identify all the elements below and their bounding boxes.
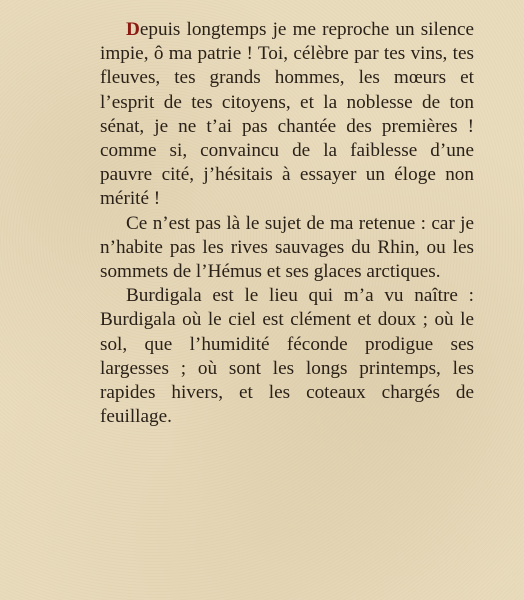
paragraph-2: Ce n’est pas là le sujet de ma retenue : car je n’habite pas les rives sauvages du Rhin, ou les sommets de l’Hémus et ses glaces arctiques.	[100, 212, 474, 283]
paragraph-1-text: epuis longtemps je me reproche un silence impie, ô ma patrie ! Toi, célèbre par tes vins, tes fleuves, tes grands hommes, les mœurs et l’esprit de tes citoyens, et la noblesse de ton sénat, je ne t’ai pas chantée des premières ! comme si, convaincu de la faiblesse d’une pauvre cité, j’hésitais à essayer un éloge non mérité !	[100, 19, 474, 210]
drop-cap-initial: D	[126, 19, 140, 40]
paragraph-3: Burdigala est le lieu qui m’a vu naître : Burdigala où le ciel est clément et doux ; où le sol, que l’humidité féconde prodigue ses largesses ; où sont les longs printemps, les rapides hivers, et les coteaux chargés de feuillage.	[100, 285, 474, 428]
paragraph-1	[100, 18, 474, 212]
